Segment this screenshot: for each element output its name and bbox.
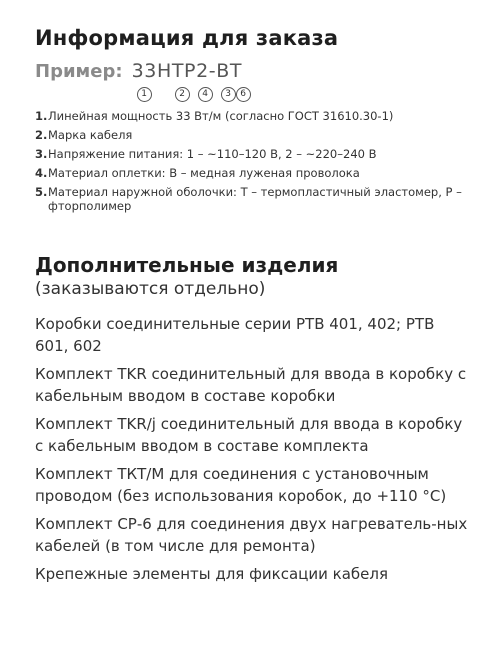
extras-title: Дополнительные изделия — [35, 253, 339, 277]
extras-list — [35, 313, 470, 585]
code-marker: 1 — [137, 87, 152, 102]
extras-item: Комплект TKR соединительный для ввода в коробку с кабельным вводом в составе коробки — [35, 365, 467, 405]
example-label: Пример: — [35, 61, 123, 82]
list-item-text: Напряжение питания: 1 – ~110–120 В, 2 – ~220–240 В — [48, 147, 377, 161]
list-item — [35, 185, 470, 213]
list-item — [35, 147, 470, 161]
example-code: 33НТР2-ВТ — [131, 60, 243, 82]
list-item-number: 3. — [35, 147, 48, 161]
code-marker: 6 — [236, 87, 251, 102]
code-marker: 3 — [221, 87, 236, 102]
list-item-number: 2. — [35, 128, 48, 142]
list-item-text: Материал оплетки: В – медная луженая проволока — [48, 166, 360, 180]
list-item — [35, 166, 470, 180]
list-item-number: 1. — [35, 109, 48, 123]
list-item-text: Марка кабеля — [48, 128, 133, 142]
extras-item: Коробки соединительные серии РТВ 401, 402; РТВ 601, 602 — [35, 315, 435, 355]
list-item — [35, 128, 470, 142]
list-item-number: 5. — [35, 185, 48, 199]
extras-item: Крепежные элементы для фиксации кабеля — [35, 565, 388, 583]
list-item-text: Материал наружной оболочки: Т – термопластичный эластомер, Р – фторполимер — [48, 185, 462, 213]
code-marker: 2 — [175, 87, 190, 102]
extras-item: Комплект TKR/j соединительный для ввода в коробку с кабельным вводом в составе комплекта — [35, 415, 463, 455]
extras-item: Комплект СР-6 для соединения двух нагреватель-ных кабелей (в том числе для ремонта) — [35, 515, 468, 555]
example-code-block — [131, 60, 246, 105]
order-info-title: Информация для заказа — [35, 26, 339, 50]
order-info-list — [35, 109, 470, 213]
code-marker: 4 — [198, 87, 213, 102]
extras-item: Комплект ТКТ/М для соединения с установочным проводом (без использования коробок, до +110 °С) — [35, 465, 447, 505]
code-position-markers — [132, 83, 246, 105]
list-item — [35, 109, 470, 123]
list-item-number: 4. — [35, 166, 48, 180]
list-item-text: Линейная мощность 33 Вт/м (согласно ГОСТ 31610.30-1) — [48, 109, 394, 123]
extras-subtitle: (заказываются отдельно) — [35, 279, 266, 299]
example-row — [35, 60, 470, 105]
